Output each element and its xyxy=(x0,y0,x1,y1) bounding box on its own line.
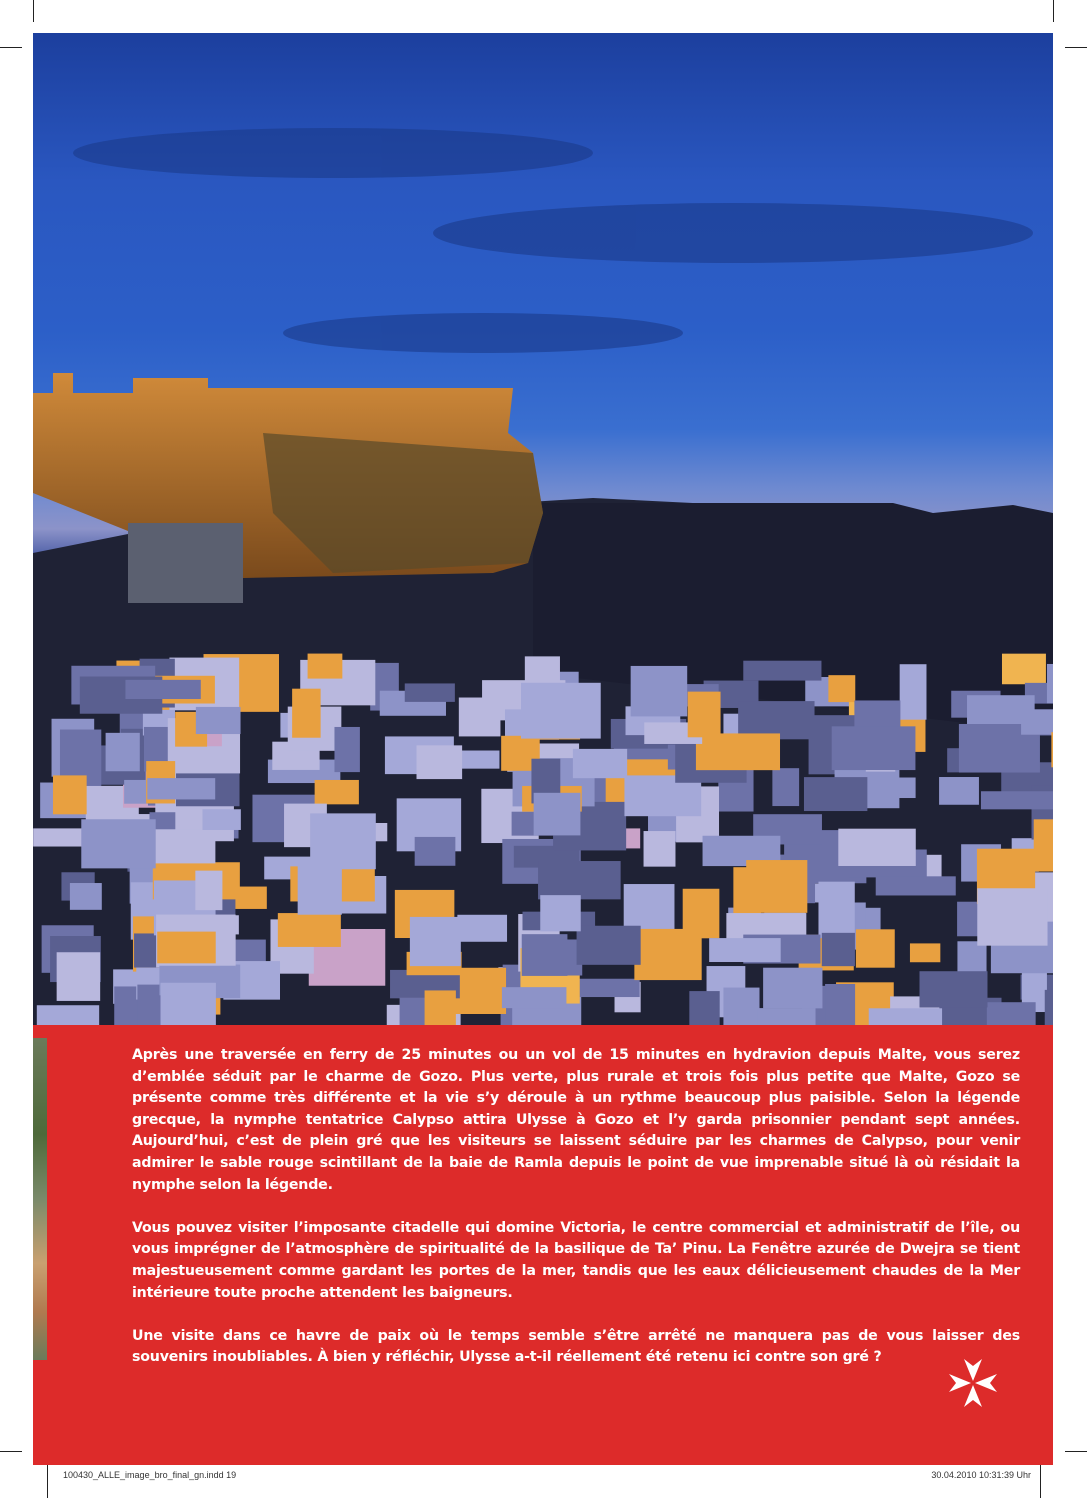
paragraph: Vous pouvez visiter l’imposante citadelle qui domine Victoria, le centre commercial et administratif de l’île, ou vous imprégner de l’atmosphère de spiritualité de la basilique de Ta’ Pinu. La Fenêtre azurée de Dwejra se tient majestueusement comme gardant les portes de la mer, tandis que les eaux délicieusement chaudes de la Mer intérieure toute proche attendent les baigneurs. xyxy=(132,1219,1020,1301)
town-building xyxy=(151,829,216,867)
town-building xyxy=(804,777,867,811)
body-text xyxy=(132,1045,1020,1391)
town-building xyxy=(81,819,155,868)
town-building xyxy=(838,829,915,866)
town-building xyxy=(981,791,1053,809)
crop-mark xyxy=(1053,0,1054,22)
town-building xyxy=(746,860,807,913)
town-building xyxy=(818,882,854,939)
crop-mark xyxy=(1040,1465,1041,1498)
town-building xyxy=(521,683,601,739)
crop-mark xyxy=(47,1465,48,1498)
town-building xyxy=(37,1005,99,1025)
town-building xyxy=(157,932,216,964)
town-building xyxy=(459,698,501,737)
town-building xyxy=(743,661,821,681)
town-building xyxy=(577,926,641,965)
town-building xyxy=(534,793,581,836)
town-building xyxy=(573,749,627,778)
crop-mark xyxy=(1065,1451,1087,1452)
town-building xyxy=(502,987,567,1008)
town-building xyxy=(1002,654,1046,685)
town-building xyxy=(538,861,621,899)
town-building xyxy=(987,1002,1036,1025)
paragraph: Une visite dans ce havre de paix où le temps semble s’être arrêté ne manquera pas de vous laisser des souvenirs inoubliables. À bien y réfléchir, Ulysse a-t-il réellement été retenu ici contre son gré ? xyxy=(132,1327,1020,1366)
crop-mark xyxy=(1065,47,1087,48)
paragraph: Après une traversée en ferry de 25 minutes ou un vol de 15 minutes en hydravion depuis Malte, vous serez d’emblée séduit par le charme de Gozo. Plus verte, plus rurale et trois fois plus petite que Malte, Gozo se présente comme très différente et la vie s’y déroule à un rythme beaucoup plus paisible. Selon la légende grecque, la nymphe tentatrice Calypso attira Ulysse à Gozo et l’y garda prisonnier pendant sept années. Aujourd’hui, c’est de plein gré que les visiteurs se laissent séduire par les charmes de Calypso, pour venir admirer le sable rouge scintillant de la baie de Ramla depuis le point de vue imprenable situé là où résidait la nymphe selon la légende. xyxy=(132,1047,1020,1193)
town-building xyxy=(1034,819,1053,871)
footer-timestamp: 30.04.2010 10:31:39 Uhr xyxy=(931,1470,1031,1480)
town-building xyxy=(334,727,359,772)
town-building xyxy=(758,1008,816,1025)
town-building xyxy=(939,777,979,805)
side-photo-strip xyxy=(33,1038,47,1360)
town-building xyxy=(106,733,140,771)
town-building xyxy=(689,991,719,1025)
town-building xyxy=(70,883,102,910)
maltese-cross-icon xyxy=(948,1358,998,1408)
town-building xyxy=(315,780,359,804)
crop-mark xyxy=(0,47,22,48)
town-building xyxy=(828,675,855,702)
town-building xyxy=(977,888,1047,945)
town-building xyxy=(763,968,822,1009)
town-building xyxy=(540,895,580,931)
town-building xyxy=(822,933,855,966)
town-building xyxy=(709,938,781,962)
town-building xyxy=(196,707,241,734)
hero-photo xyxy=(33,33,1053,1025)
town-building xyxy=(125,680,200,699)
town-building xyxy=(825,984,855,1025)
town-building xyxy=(832,726,916,770)
town-building xyxy=(310,813,376,869)
town-building xyxy=(634,929,701,980)
town-building xyxy=(1051,732,1053,767)
town-building xyxy=(308,654,343,679)
crop-mark xyxy=(0,1451,22,1452)
town-building xyxy=(920,971,988,1007)
town-building xyxy=(410,917,461,966)
town-building xyxy=(522,934,568,976)
town-building xyxy=(33,828,86,846)
town-building xyxy=(415,837,456,866)
town-building xyxy=(405,683,455,701)
town-building xyxy=(278,913,341,947)
town-building xyxy=(696,733,780,770)
town-building xyxy=(644,831,676,867)
town-building xyxy=(53,775,87,814)
town-building xyxy=(631,666,688,716)
town-building xyxy=(417,745,463,779)
town-building xyxy=(869,1008,942,1025)
town-building xyxy=(688,692,721,738)
town-building xyxy=(1021,709,1053,734)
town-building xyxy=(57,952,101,1001)
town-building xyxy=(425,990,456,1025)
town-building xyxy=(457,915,507,942)
town-building xyxy=(292,689,320,738)
town-building xyxy=(900,664,927,719)
town-building xyxy=(202,809,240,830)
footer-filename: 100430_ALLE_image_bro_final_gn.indd 19 xyxy=(63,1470,237,1480)
town-building xyxy=(147,778,215,799)
town-building xyxy=(910,943,940,962)
town-building xyxy=(991,945,1053,973)
crop-mark xyxy=(33,0,34,22)
town-building xyxy=(161,983,216,1025)
town-building xyxy=(772,768,799,806)
town-building xyxy=(723,988,759,1025)
town-building xyxy=(1047,664,1053,703)
town-building xyxy=(195,871,222,911)
town-building xyxy=(876,876,956,895)
town-building xyxy=(856,929,895,967)
town-building xyxy=(1045,990,1053,1025)
